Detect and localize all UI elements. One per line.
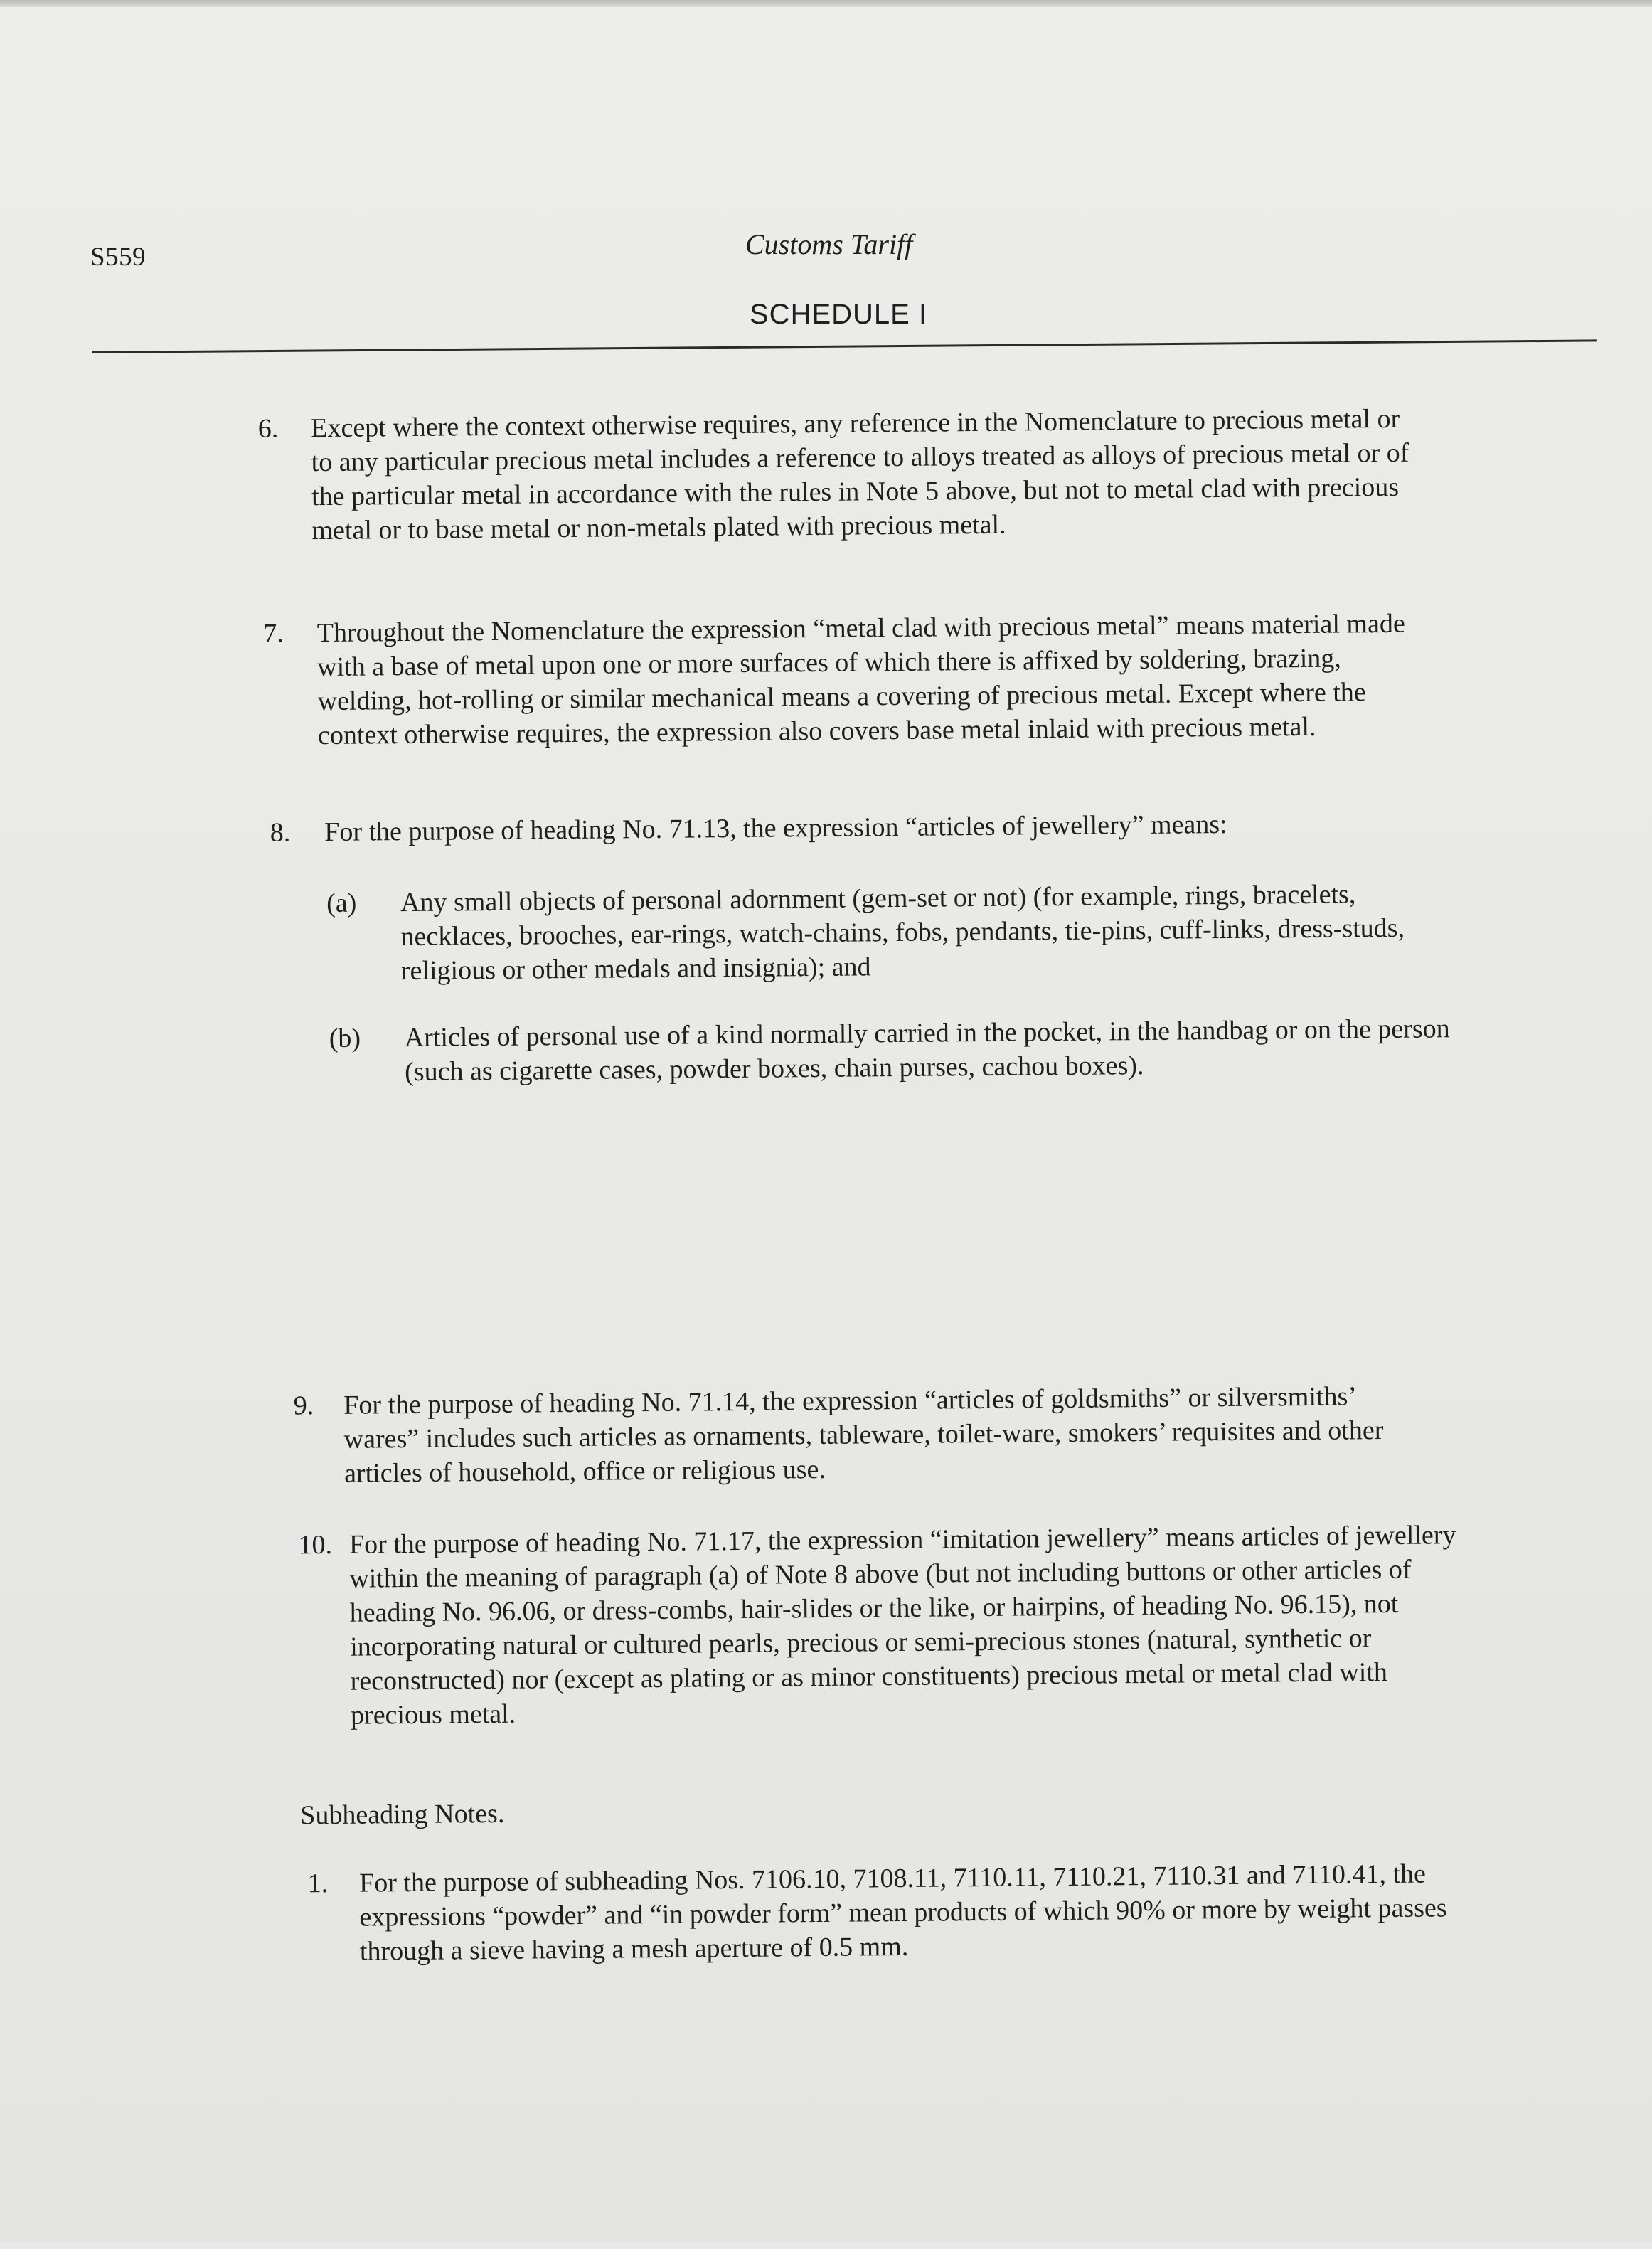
- note-number: 7.: [263, 618, 284, 649]
- note-number: 8.: [270, 817, 291, 848]
- note-text: For the purpose of heading No. 71.13, the expression “articles of jewellery” means:: [324, 809, 1227, 848]
- schedule-title: SCHEDULE I: [750, 299, 928, 330]
- note-text: Throughout the Nomenclature the expression “metal clad with precious metal” means material made with a base of metal upon one or more surfaces of which there is affixed by soldering, brazing, welding, hot-rolling or similar mechanical means a covering of precious metal. Except where the context otherwise requires, the expression also covers base metal inlaid with precious metal.: [316, 608, 1405, 751]
- note-number: 9.: [293, 1391, 314, 1421]
- note-text: For the purpose of heading No. 71.17, the expression “imitation jewellery” means articles of jewellery within the meaning of paragraph (a) of Note 8 above (but not including buttons or other articles of heading No. 96.06, or dress-combs, hair-slides or the like, or hairpins, of heading No. 96.15), not incorporating natural or cultured pearls, precious or semi-precious stones (natural, synthetic or reconstructed) nor (except as plating or as minor constituents) precious metal or metal clad with precious metal.: [348, 1520, 1456, 1730]
- page-number: S559: [90, 243, 146, 272]
- bleed-through-texture: [697, 725, 1337, 758]
- subheading-note-number: 1.: [307, 1868, 329, 1899]
- item-text: Any small objects of personal adornment (gem-set or not) (for example, rings, bracelets, necklaces, brooches, ear-rings, watch-chains, fobs, pendants, tie-pins, cuff-links, dress-studs, religious or other medals and insignia); and: [400, 879, 1405, 987]
- item-label: (a): [326, 888, 357, 919]
- item-label: (b): [329, 1023, 361, 1053]
- subheading-note-text: For the purpose of subheading Nos. 7106.10, 7108.11, 7110.11, 7110.21, 7110.31 and 7110.41, the expressions “powder” and “in powder form” mean products of which 90% or more by weight passes through a sieve having a mesh aperture of 0.5 mm.: [358, 1859, 1447, 1967]
- note-number: 6.: [257, 413, 279, 444]
- item-text: Articles of personal use of a kind normally carried in the pocket, in the handbag or on the person (such as cigarette cases, powder boxes, chain purses, cachou boxes).: [404, 1014, 1450, 1088]
- note-text: For the purpose of heading No. 71.14, the expression “articles of goldsmiths” or silversmiths’ wares” includes such articles as ornaments, tableware, toilet-ware, smokers’ requisites and other articles of household, office or religious use.: [343, 1381, 1384, 1489]
- subheading-notes-title: Subheading Notes.: [300, 1798, 505, 1831]
- running-title: Customs Tariff: [745, 228, 913, 260]
- note-text: Except where the context otherwise requires, any reference in the Nomenclature to precious metal or to any particular precious metal includes a reference to alloys treated as alloys of precious metal or of the particular metal in accordance with the rules in Note 5 above, but not to metal clad with precious metal or to base metal or non-metals plated with precious metal.: [311, 403, 1409, 546]
- note-number: 10.: [298, 1529, 333, 1561]
